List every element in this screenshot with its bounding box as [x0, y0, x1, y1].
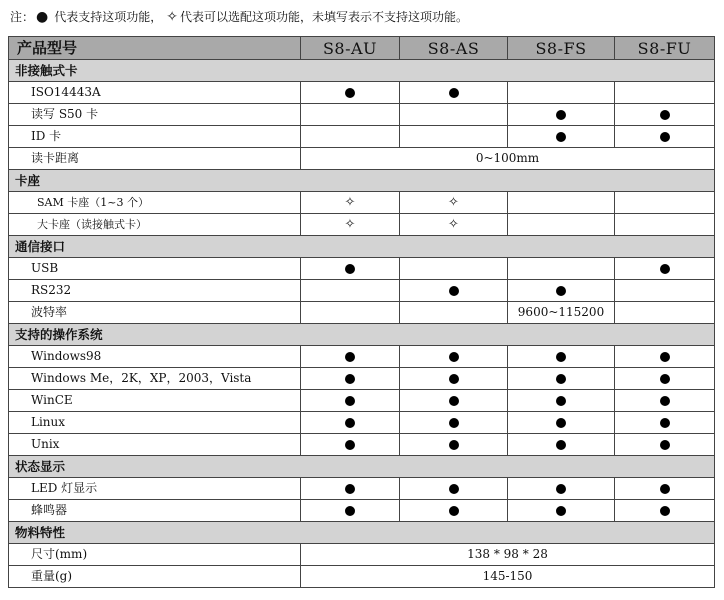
supported-dot-icon	[449, 506, 459, 516]
supported-dot-icon	[345, 88, 355, 98]
table-row	[9, 82, 715, 104]
row-label: 蜂鸣器	[9, 500, 301, 522]
section-title: 卡座	[9, 170, 715, 192]
mark-cell	[508, 434, 615, 456]
mark-cell	[301, 82, 400, 104]
mark-cell	[301, 192, 400, 214]
row-label: SAM 卡座（1~3 个）	[9, 192, 301, 214]
model-header: S8-FU	[615, 37, 715, 60]
supported-dot-icon	[556, 374, 566, 384]
row-label: 大卡座（读接触式卡）	[9, 214, 301, 236]
row-label: 读卡距离	[9, 148, 301, 170]
spec-table	[8, 36, 715, 588]
mark-cell	[615, 192, 715, 214]
star-description: 代表可以选配这项功能，未填写表示不支持这项功能。	[179, 10, 468, 24]
table-row	[9, 280, 715, 302]
mark-cell	[400, 390, 508, 412]
optional-star-icon: ✧	[448, 195, 459, 210]
star-icon: ✧	[166, 9, 178, 25]
empty-cell	[400, 302, 508, 324]
supported-dot-icon	[556, 286, 566, 296]
optional-star-icon: ✧	[344, 217, 356, 232]
supported-dot-icon	[660, 396, 670, 406]
mark-cell	[508, 104, 615, 126]
row-label: Windows Me，2K，XP，2003，Vista	[9, 368, 301, 390]
table-row	[9, 478, 715, 500]
mark-cell	[301, 214, 400, 236]
baud-rate-value: 9600~115200	[508, 302, 615, 324]
mark-cell	[301, 500, 400, 522]
supported-dot-icon	[660, 264, 670, 274]
table-row	[9, 566, 715, 588]
supported-dot-icon	[345, 374, 355, 384]
mark-cell	[301, 390, 400, 412]
mark-cell	[508, 192, 615, 214]
table-row	[9, 500, 715, 522]
supported-dot-icon	[660, 352, 670, 362]
mark-cell	[508, 82, 615, 104]
mark-cell	[400, 82, 508, 104]
table-header-row	[9, 37, 715, 60]
mark-cell	[301, 258, 400, 280]
mark-cell	[400, 192, 508, 214]
supported-dot-icon	[345, 352, 355, 362]
mark-cell	[301, 478, 400, 500]
supported-dot-icon	[449, 418, 459, 428]
supported-dot-icon	[449, 484, 459, 494]
mark-cell	[615, 258, 715, 280]
mark-cell	[301, 104, 400, 126]
mark-cell	[301, 346, 400, 368]
supported-dot-icon	[449, 352, 459, 362]
supported-dot-icon	[556, 484, 566, 494]
supported-dot-icon	[660, 110, 670, 120]
mark-cell	[615, 368, 715, 390]
mark-cell	[508, 280, 615, 302]
mark-cell	[508, 258, 615, 280]
mark-cell	[615, 434, 715, 456]
table-row	[9, 258, 715, 280]
mark-cell	[400, 412, 508, 434]
table-row	[9, 148, 715, 170]
product-model-header: 产品型号	[9, 37, 301, 60]
mark-cell	[400, 434, 508, 456]
row-label: ID 卡	[9, 126, 301, 148]
mark-cell	[615, 104, 715, 126]
table-row	[9, 104, 715, 126]
mark-cell	[301, 368, 400, 390]
supported-dot-icon	[345, 396, 355, 406]
table-row	[9, 544, 715, 566]
model-header: S8-AS	[400, 37, 508, 60]
row-label: 波特率	[9, 302, 301, 324]
section-header	[9, 522, 715, 544]
dot-description: 代表支持这项功能，	[54, 10, 163, 24]
mark-cell	[615, 412, 715, 434]
supported-dot-icon	[660, 440, 670, 450]
row-label: USB	[9, 258, 301, 280]
supported-dot-icon	[660, 132, 670, 142]
table-row	[9, 126, 715, 148]
row-label: 读写 S50 卡	[9, 104, 301, 126]
supported-dot-icon	[660, 484, 670, 494]
mark-cell	[508, 346, 615, 368]
section-title: 状态显示	[9, 456, 715, 478]
mark-cell	[400, 258, 508, 280]
table-row	[9, 346, 715, 368]
mark-cell	[615, 346, 715, 368]
empty-cell	[615, 302, 715, 324]
mark-cell	[400, 500, 508, 522]
supported-dot-icon	[556, 110, 566, 120]
supported-dot-icon	[345, 484, 355, 494]
row-label: ISO14443A	[9, 82, 301, 104]
table-row	[9, 302, 715, 324]
supported-dot-icon	[449, 286, 459, 296]
supported-dot-icon	[345, 440, 355, 450]
supported-dot-icon	[345, 418, 355, 428]
weight-value: 145-150	[301, 566, 715, 588]
note-prefix: 注：	[10, 10, 35, 24]
row-label: Windows98	[9, 346, 301, 368]
mark-cell	[400, 368, 508, 390]
table-row	[9, 192, 715, 214]
mark-cell	[400, 214, 508, 236]
mark-cell	[400, 478, 508, 500]
table-row	[9, 434, 715, 456]
supported-dot-icon	[449, 440, 459, 450]
mark-cell	[508, 368, 615, 390]
mark-cell	[615, 214, 715, 236]
supported-dot-icon	[556, 506, 566, 516]
empty-cell	[301, 302, 400, 324]
supported-dot-icon	[556, 440, 566, 450]
mark-cell	[615, 280, 715, 302]
mark-cell	[508, 478, 615, 500]
section-header	[9, 456, 715, 478]
table-row	[9, 214, 715, 236]
supported-dot-icon	[660, 374, 670, 384]
mark-cell	[508, 412, 615, 434]
section-title: 支持的操作系统	[9, 324, 715, 346]
supported-dot-icon	[345, 264, 355, 274]
mark-cell	[508, 500, 615, 522]
row-label: RS232	[9, 280, 301, 302]
supported-dot-icon	[660, 506, 670, 516]
read-range-value: 0~100mm	[301, 148, 715, 170]
supported-dot-icon	[449, 374, 459, 384]
section-header	[9, 170, 715, 192]
section-header	[9, 60, 715, 82]
supported-dot-icon	[449, 396, 459, 406]
supported-dot-icon	[556, 352, 566, 362]
row-label: WinCE	[9, 390, 301, 412]
section-title: 物料特性	[9, 522, 715, 544]
mark-cell	[400, 104, 508, 126]
optional-star-icon: ✧	[448, 217, 459, 232]
supported-dot-icon	[449, 88, 459, 98]
mark-cell	[301, 412, 400, 434]
mark-cell	[301, 280, 400, 302]
legend-note	[10, 6, 468, 28]
row-label: 重量(g)	[9, 566, 301, 588]
mark-cell	[508, 214, 615, 236]
supported-dot-icon	[345, 506, 355, 516]
supported-dot-icon	[556, 396, 566, 406]
mark-cell	[508, 126, 615, 148]
mark-cell	[400, 280, 508, 302]
model-header: S8-AU	[301, 37, 400, 60]
row-label: LED 灯显示	[9, 478, 301, 500]
row-label: 尺寸(mm)	[9, 544, 301, 566]
section-title: 非接触式卡	[9, 60, 715, 82]
dot-icon: ●	[36, 9, 49, 25]
supported-dot-icon	[660, 418, 670, 428]
optional-star-icon: ✧	[344, 195, 356, 210]
table-row	[9, 368, 715, 390]
supported-dot-icon	[556, 132, 566, 142]
mark-cell	[615, 82, 715, 104]
model-header: S8-FS	[508, 37, 615, 60]
section-header	[9, 236, 715, 258]
mark-cell	[615, 126, 715, 148]
mark-cell	[400, 126, 508, 148]
table-row	[9, 390, 715, 412]
mark-cell	[615, 500, 715, 522]
section-header	[9, 324, 715, 346]
mark-cell	[615, 390, 715, 412]
row-label: Linux	[9, 412, 301, 434]
mark-cell	[301, 126, 400, 148]
mark-cell	[400, 346, 508, 368]
mark-cell	[301, 434, 400, 456]
row-label: Unix	[9, 434, 301, 456]
section-title: 通信接口	[9, 236, 715, 258]
size-value: 138 * 98 * 28	[301, 544, 715, 566]
mark-cell	[615, 478, 715, 500]
table-row	[9, 412, 715, 434]
supported-dot-icon	[556, 418, 566, 428]
mark-cell	[508, 390, 615, 412]
